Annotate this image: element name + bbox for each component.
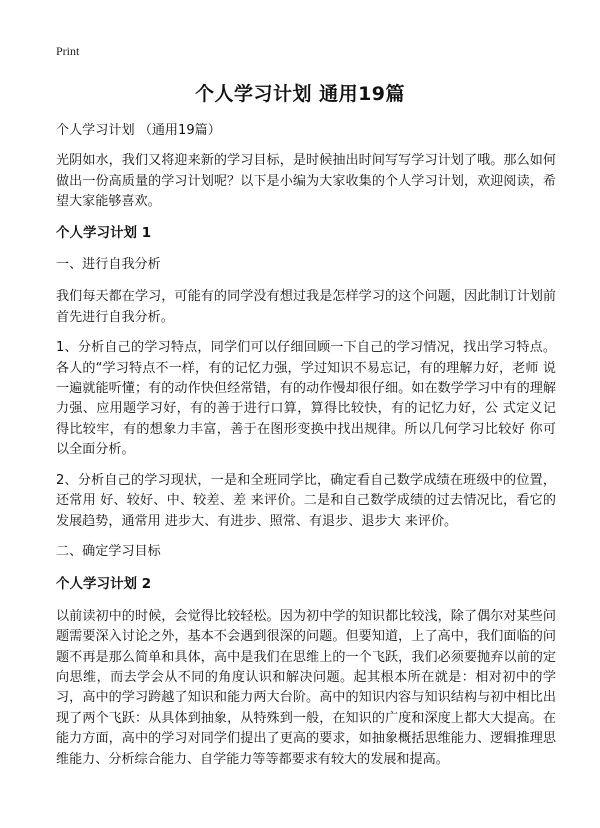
plan1-section-2: 二、确定学习目标 [56,543,161,559]
intro-paragraph: 光阴如水，我们又将迎来新的学习目标，是时候抽出时间写写学习计划了哦。那么如何做出一份高质量的学习计划呢？以下是小编为大家收集的个人学习计划，欢迎阅读，希望大家能够喜欢。 [56,153,556,210]
plan1-paragraph-2: 1、分析自己的学习特点，同学们可以仔细回顾一下自己的学习情况，找出学习特点。各人的“学习特点不一样，有的记忆力强，学过知识不易忘记，有的理解力好，老师 说一遍就能听懂；有的动作快但经常错，有的动作慢却很仔细。如在数学学习中有的理解力强、应用题学习好，有的善于进行口算，算得比较快，有的记忆力好，公 式定义记得比较牢，有的想象力丰富，善于在图形变换中找出规律。所以几何学习比较好 你可以全面分析。 [56,340,556,458]
plan2-heading: 个人学习计划 2 [56,576,152,593]
plan2-paragraph-1: 以前读初中的时候，会觉得比较轻松。因为初中学的知识都比较浅，除了偶尔对某些问题需要深入讨论之外，基本不会遇到很深的问题。但要知道，上了高中，我们面临的问题不再是那么简单和具体，高中是我们在思维上的一个飞跃，我们必须要抛弃以前的定向思维，而去学会从不同的角度认识和解决问题。起其根本所在就是：相对初中的学习，高中的学习跨越了知识和能力两大台阶。高中的知识内容与知识结构与初中相比出现了两个飞跃：从具体到抽象，从特殊到一般，在知识的广度和深度上都大大提高。在能力方面，高中的学习对同学们提出了更高的要求，如抽象概括思维能力、逻辑推理思维能力、分析综合能力、自学能力等等都要求有较大的发展和提高。 [56,608,556,767]
document-subtitle: 个人学习计划 （通用19篇） [56,123,221,138]
page-title: 个人学习计划 通用19篇 [194,83,406,105]
plan1-paragraph-1: 我们每天都在学习，可能有的同学没有想过我是怎样学习的这个问题，因此制订计划前首先进行自我分析。 [56,289,556,325]
plan1-paragraph-3: 2、分析自己的学习现状，一是和全班同学比，确定看自己数学成绩在班级中的位置，还常用 好、较好、中、较差、差 来评价。二是和自己数学成绩的过去情况比，看它的发展趋势，通常用 进步大、有进步、照常、有退步、退步大 来评价。 [56,472,556,529]
plan1-section-1: 一、进行自我分析 [56,257,161,273]
plan1-heading: 个人学习计划 1 [56,224,152,241]
document-body [56,121,556,780]
print-label: Print [56,44,80,58]
